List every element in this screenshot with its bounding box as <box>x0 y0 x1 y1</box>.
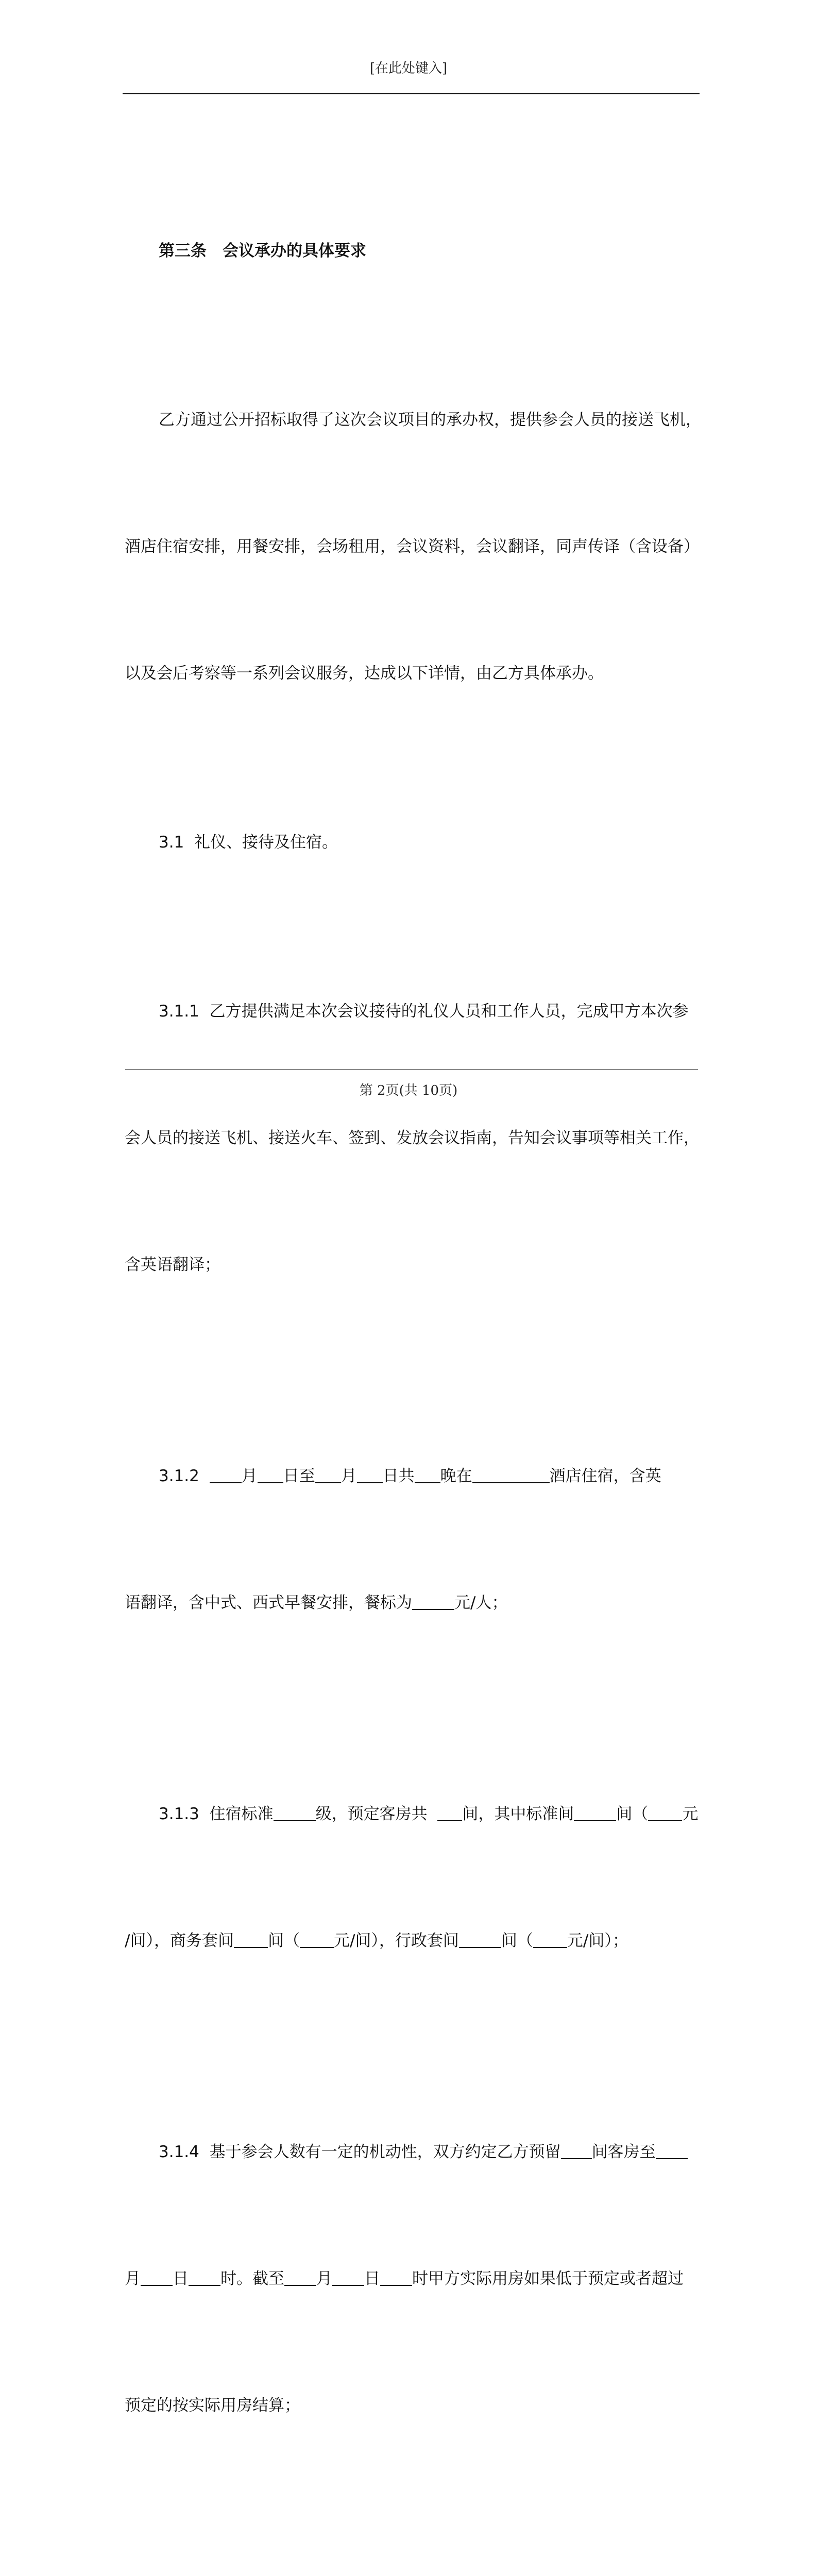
header-rule <box>123 93 700 94</box>
text-fragment: 住宿标准 <box>209 1805 274 1823</box>
text-fragment: 月 <box>341 1467 357 1485</box>
page-header: [在此处键入] <box>369 61 448 76</box>
clause-3-1-4-line3: 预定的按实际用房结算； <box>125 2396 300 2415</box>
blank-field <box>380 2268 412 2286</box>
blank-field <box>284 2268 316 2286</box>
blank-field <box>648 1804 682 1821</box>
paragraph-line: 3.1.1 乙方提供满足本次会议接待的礼仪人员和工作人员，完成甲方本次参 <box>159 1002 689 1021</box>
blank-field <box>258 1466 283 1483</box>
blank-field <box>234 1930 268 1948</box>
blank-field <box>561 2142 592 2159</box>
blank-field <box>357 1466 383 1483</box>
text-fragment: 元/人； <box>454 1594 508 1612</box>
clause-3-1-2-line1 <box>125 1455 699 1497</box>
text-fragment: 月 <box>316 2269 332 2288</box>
clause-3-1-2-line2 <box>125 1582 699 1624</box>
blank-field <box>189 2268 220 2286</box>
paragraph-line: 会人员的接送飞机、接送火车、签到、发放会议指南，告知会议事项等相关工作， <box>125 1129 700 1147</box>
text-fragment: 酒店住宿，含英 <box>549 1467 661 1485</box>
blank-field <box>656 2142 688 2159</box>
clause-3-1-4-line2 <box>125 2258 699 2300</box>
text-fragment: 月 <box>125 2269 141 2288</box>
article-heading: 第三条 会议承办的具体要求 <box>159 242 366 260</box>
clause-number: 3.1.2 <box>159 1467 199 1485</box>
text-fragment: /间），商务套间 <box>125 1931 234 1950</box>
clause-3-1-4-line1 <box>125 2131 699 2173</box>
text-fragment: 月 <box>241 1467 258 1485</box>
paragraph-line: 酒店住宿安排，用餐安排，会场租用，会议资料，会议翻译，同声传译（含设备） <box>125 537 700 556</box>
text-fragment: 时。截至 <box>220 2269 284 2288</box>
document-body <box>125 103 702 2576</box>
text-fragment: 元 <box>682 1805 699 1823</box>
text-fragment: 语翻译，含中式、西式早餐安排，餐标为 <box>125 1594 412 1612</box>
text-fragment: 元/间），行政套间 <box>333 1931 459 1950</box>
paragraph-line: 乙方通过公开招标取得了这次会议项目的承办权，提供参会人员的接送飞机， <box>159 411 702 429</box>
text-fragment: 间（ <box>501 1931 533 1950</box>
text-fragment: 晚在 <box>440 1467 472 1485</box>
blank-field <box>274 1804 316 1821</box>
blank-field <box>574 1804 616 1821</box>
blank-field <box>415 1466 440 1483</box>
text-fragment: 间客房至 <box>591 2143 656 2161</box>
blank-field <box>459 1930 501 1948</box>
footer-rule <box>125 1069 698 1070</box>
clause-number: 3.1.3 <box>159 1805 199 1823</box>
blank-field <box>412 1592 454 1610</box>
blank-field <box>472 1466 550 1483</box>
blank-field <box>315 1466 341 1483</box>
text-fragment: 日共 <box>382 1467 415 1485</box>
text-fragment: 元/间）； <box>567 1931 628 1950</box>
blank-field <box>332 2268 364 2286</box>
text-fragment: 日 <box>364 2269 380 2288</box>
paragraph-line: 以及会后考察等一系列会议服务，达成以下详情，由乙方具体承办。 <box>125 664 604 683</box>
text-fragment: 间，其中标准间 <box>462 1805 574 1823</box>
clause-number: 3.1.4 <box>159 2143 199 2161</box>
text-fragment: 间（ <box>267 1931 300 1950</box>
blank-field <box>141 2268 173 2286</box>
text-fragment: 级，预定客房共 <box>315 1805 428 1823</box>
paragraph-line: 含英语翻译； <box>125 1256 220 1274</box>
text-fragment: 日 <box>173 2269 189 2288</box>
text-fragment: 间（ <box>616 1805 649 1823</box>
blank-field <box>437 1804 462 1821</box>
blank-field <box>533 1930 567 1948</box>
text-fragment: 基于参会人数有一定的机动性，双方约定乙方预留 <box>209 2143 561 2161</box>
text-fragment: 日至 <box>283 1467 315 1485</box>
text-fragment: 时甲方实际用房如果低于预定或者超过 <box>412 2269 684 2288</box>
page-footer: 第 2页(共 10页) <box>359 1083 458 1098</box>
blank-field <box>210 1466 242 1483</box>
section-3-1: 3.1 礼仪、接待及住宿。 <box>159 833 338 852</box>
clause-3-1-3-line2 <box>125 1920 699 1962</box>
blank-field <box>300 1930 334 1948</box>
clause-3-1-3-line1 <box>125 1793 699 1835</box>
